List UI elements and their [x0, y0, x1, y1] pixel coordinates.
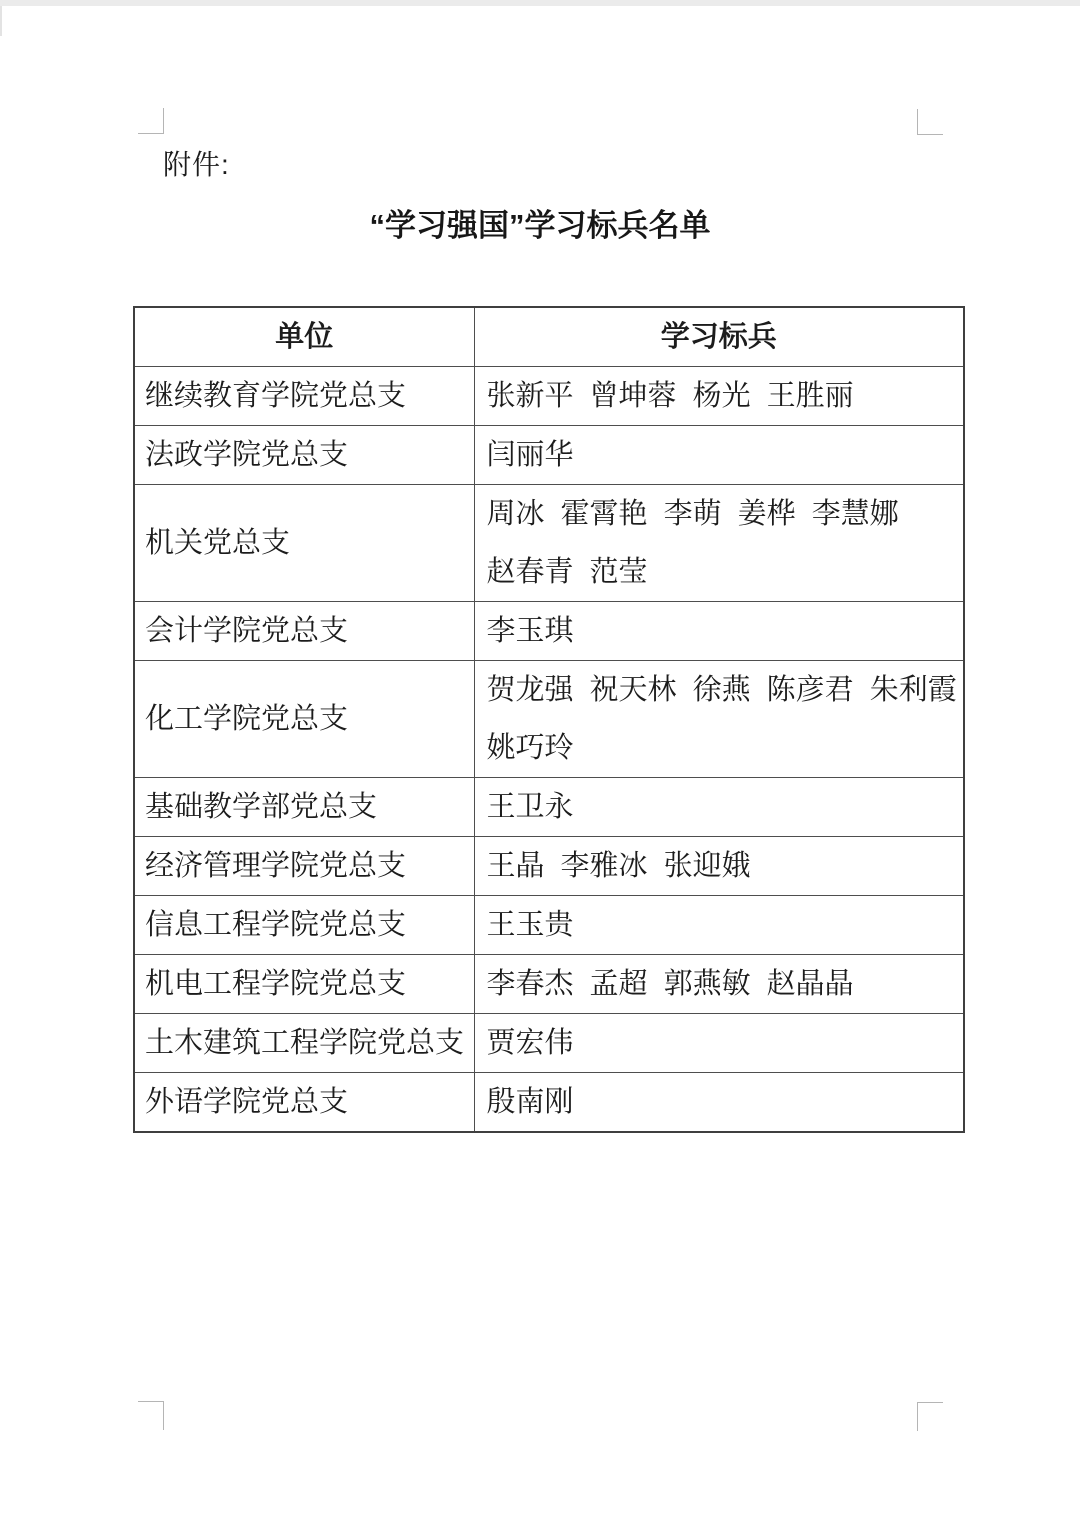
- unit-cell: 机关党总支: [134, 485, 474, 602]
- table-row: [134, 837, 964, 896]
- names-cell: [474, 778, 964, 837]
- table-row: [134, 426, 964, 485]
- name-line: 殷南刚: [486, 1086, 574, 1118]
- name-line: 王卫永: [486, 791, 574, 823]
- names-cell: [474, 426, 964, 485]
- table-row: [134, 661, 964, 778]
- table-header-models: 学习标兵: [474, 307, 964, 367]
- table-row: [134, 896, 964, 955]
- page-left-edge: [0, 6, 2, 36]
- names-cell: [474, 485, 964, 602]
- name-line: 闫丽华: [486, 439, 574, 471]
- table-row: [134, 1014, 964, 1073]
- names-cell: [474, 896, 964, 955]
- unit-cell: 土木建筑工程学院党总支: [134, 1014, 474, 1073]
- table-row: [134, 1073, 964, 1133]
- table-row: [134, 602, 964, 661]
- names-cell: [474, 837, 964, 896]
- unit-cell: 信息工程学院党总支: [134, 896, 474, 955]
- name-line: 王晶 李雅冰 张迎娥: [486, 850, 751, 882]
- models-table: [133, 306, 965, 1133]
- name-line: 李玉琪: [486, 615, 574, 647]
- table-row: [134, 778, 964, 837]
- unit-cell: 法政学院党总支: [134, 426, 474, 485]
- names-cell: [474, 602, 964, 661]
- page-title: “学习强国”学习标兵名单: [369, 208, 711, 243]
- table-row: [134, 367, 964, 426]
- table-row: [134, 485, 964, 602]
- unit-cell: 经济管理学院党总支: [134, 837, 474, 896]
- name-line: 王玉贵: [486, 909, 574, 941]
- crop-mark-top-right: [917, 109, 943, 135]
- models-table-body: [134, 367, 964, 1133]
- names-cell: [474, 367, 964, 426]
- name-line: 张新平 曾坤蓉 杨光 王胜丽: [486, 380, 854, 412]
- name-line: 周冰 霍霄艳 李萌 姜桦 李慧娜: [486, 498, 899, 530]
- name-line: 赵春青 范莹: [486, 556, 648, 588]
- attachment-label: 附件:: [163, 149, 230, 180]
- page-top-edge: [0, 0, 1080, 6]
- name-line: 姚巧玲: [486, 732, 574, 764]
- table-header-unit: 单位: [134, 307, 474, 367]
- names-cell: [474, 1014, 964, 1073]
- crop-mark-top-left: [138, 108, 164, 134]
- table-header-row: [134, 307, 964, 367]
- crop-mark-bottom-left: [138, 1401, 164, 1430]
- names-cell: [474, 1073, 964, 1133]
- name-line: 贺龙强 祝天林 徐燕 陈彦君 朱利霞: [486, 674, 957, 706]
- table-row: [134, 955, 964, 1014]
- name-line: 贾宏伟: [486, 1027, 574, 1059]
- unit-cell: 继续教育学院党总支: [134, 367, 474, 426]
- name-line: 李春杰 孟超 郭燕敏 赵晶晶: [486, 968, 854, 1000]
- crop-mark-bottom-right: [917, 1402, 943, 1431]
- unit-cell: 外语学院党总支: [134, 1073, 474, 1133]
- unit-cell: 会计学院党总支: [134, 602, 474, 661]
- names-cell: [474, 661, 964, 778]
- unit-cell: 基础教学部党总支: [134, 778, 474, 837]
- names-cell: [474, 955, 964, 1014]
- unit-cell: 机电工程学院党总支: [134, 955, 474, 1014]
- unit-cell: 化工学院党总支: [134, 661, 474, 778]
